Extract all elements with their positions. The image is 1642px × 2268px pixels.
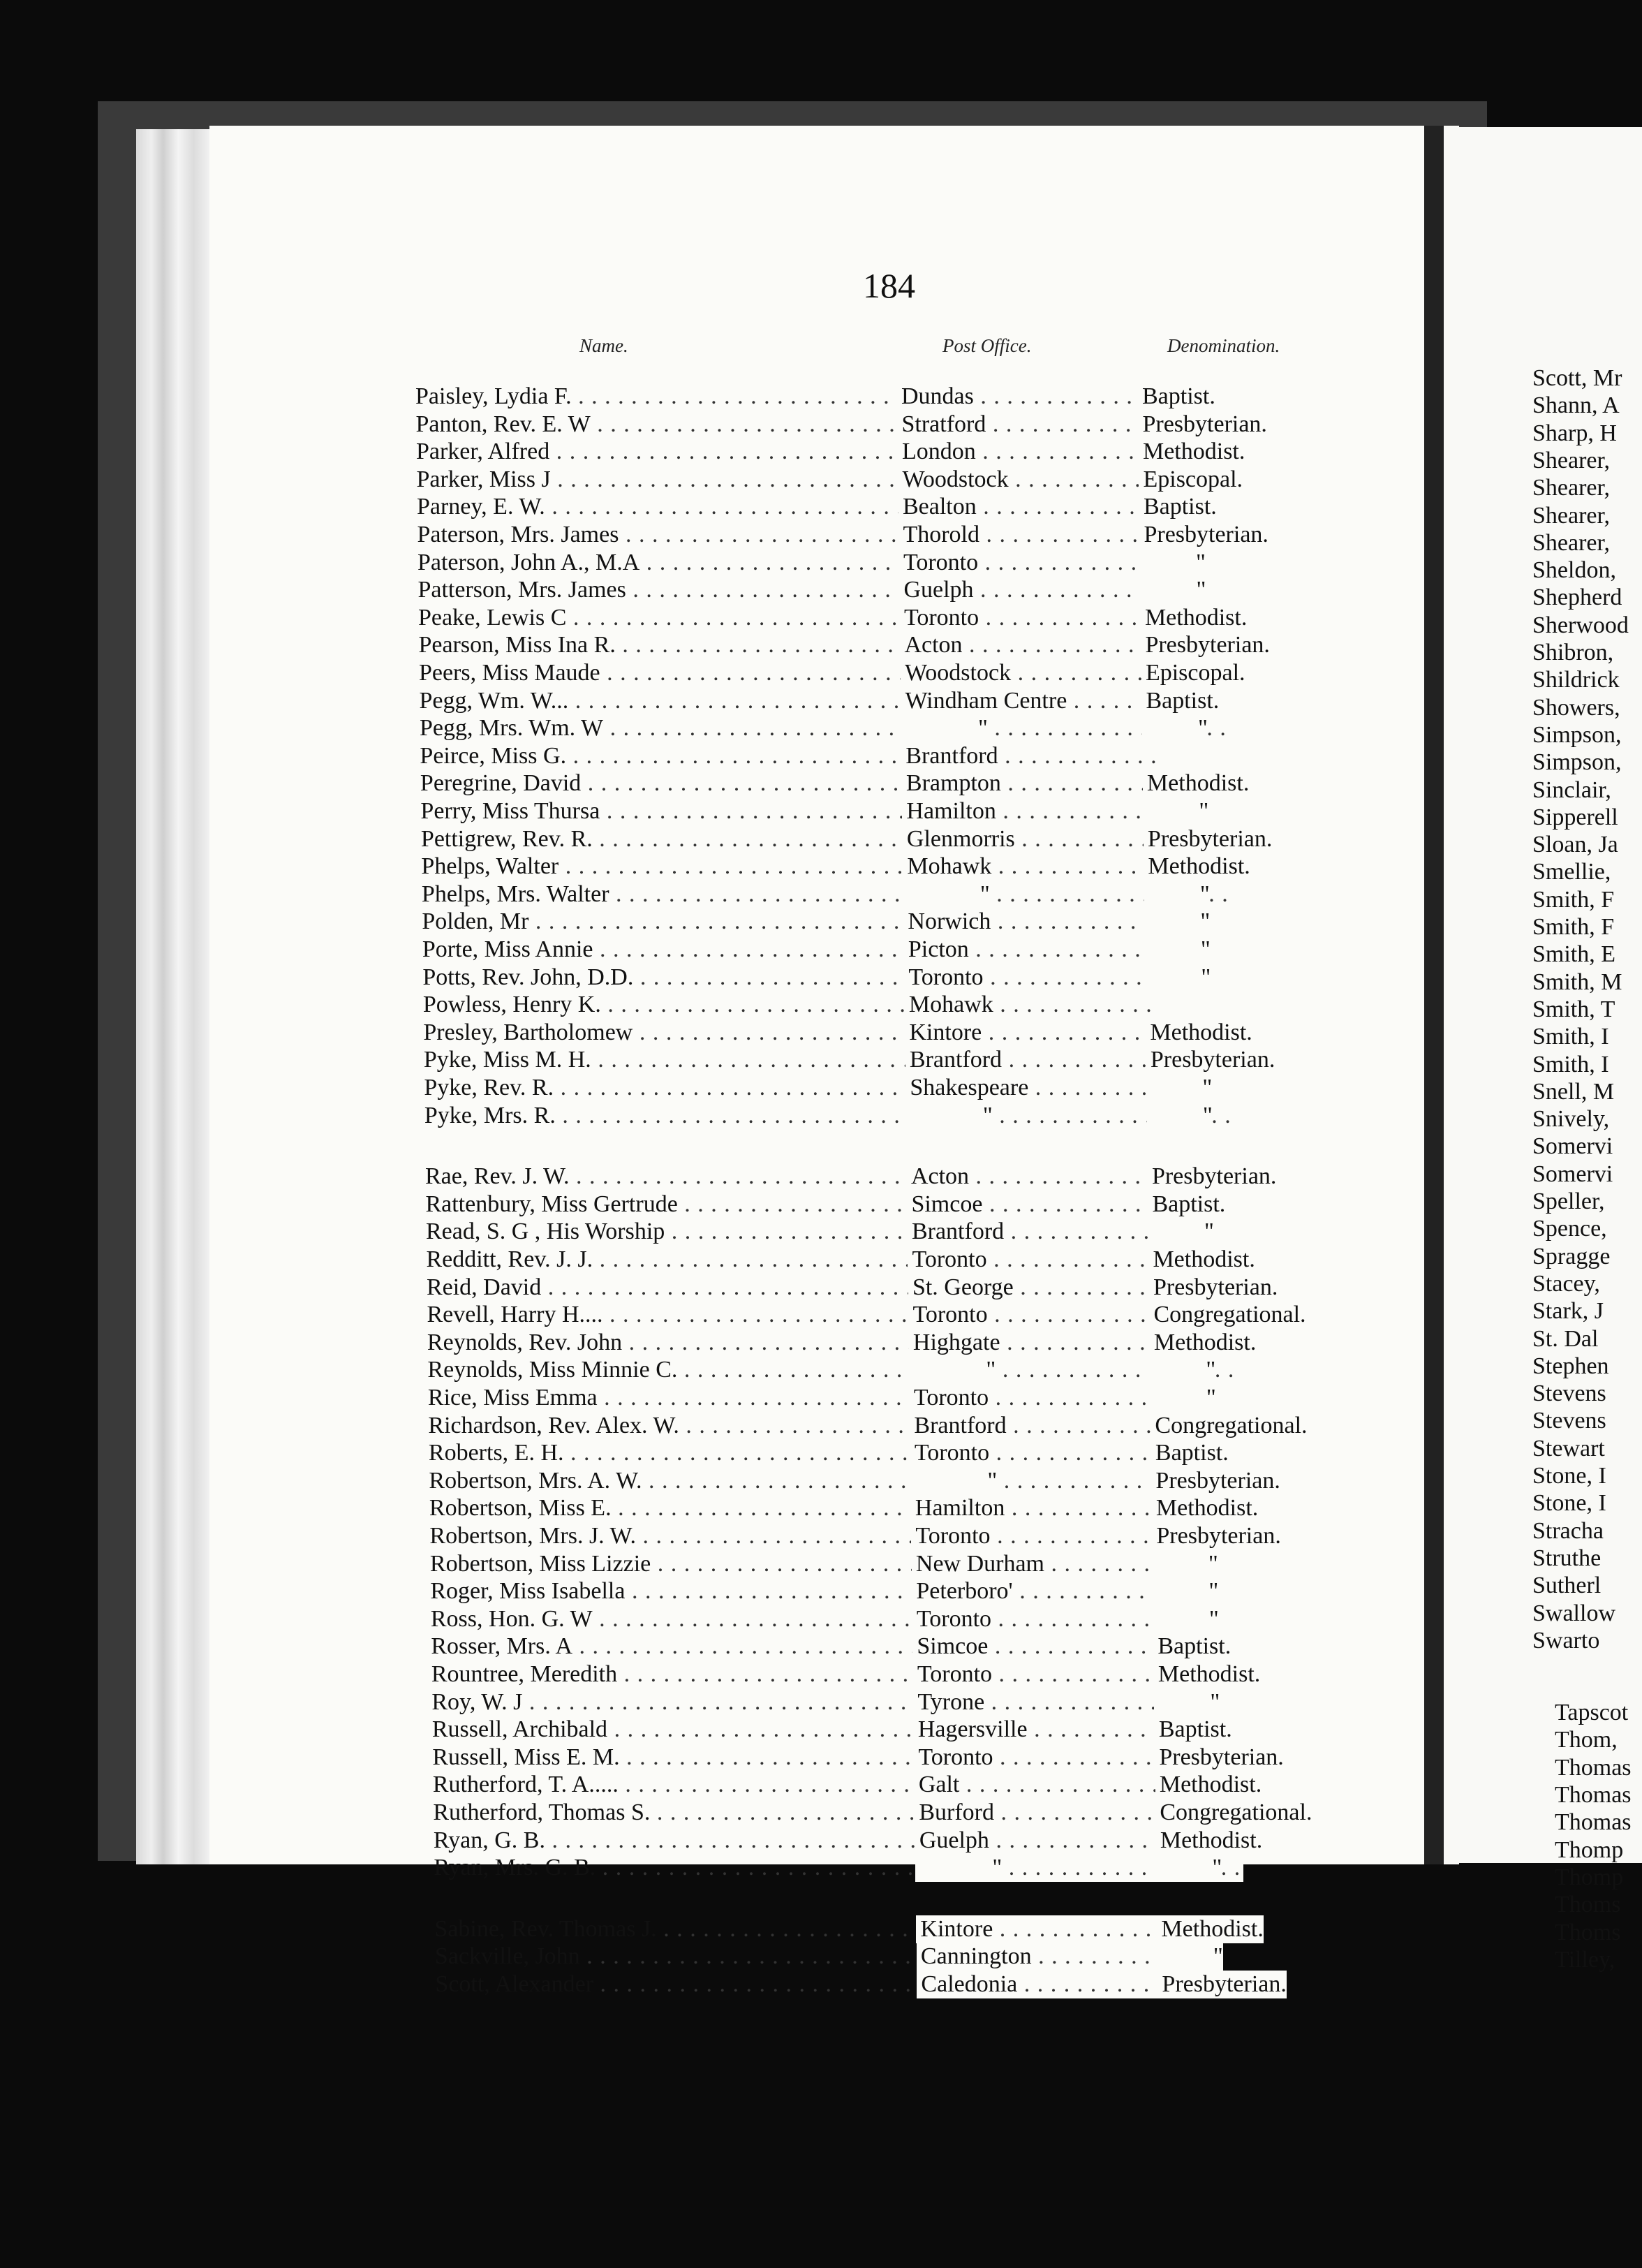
entry-name: Robertson, Mrs. A. W. . . . — [429, 1467, 931, 1495]
entry-name: Roberts, E. H. . . . — [429, 1439, 931, 1467]
entry-denomination: Baptist. — [1153, 1633, 1231, 1660]
entry-name: Peers, Miss Maude . . . — [419, 659, 922, 687]
table-row — [430, 1577, 1380, 1605]
table-row — [423, 1019, 1373, 1047]
entry-denomination: Presbyterian. — [1139, 521, 1268, 549]
entry-post-office: " . . . — [915, 1854, 1243, 1882]
right-page-name: Speller, — [1532, 1188, 1605, 1214]
entry-name: Peregrine, David . . . — [420, 770, 923, 797]
entry-denomination: " — [1140, 576, 1206, 604]
entry-denomination: " — [1150, 1356, 1215, 1384]
right-page-name: Stewart — [1532, 1435, 1605, 1461]
entry-denomination: Presbyterian. — [1157, 1971, 1286, 1998]
entry-name: Ryan, Mrs. G. B. . . . — [434, 1854, 936, 1882]
entry-name: Reid, David . . . — [427, 1274, 929, 1302]
entry-name: Rae, Rev. J. W. . . . — [425, 1163, 928, 1191]
entry-denomination: " — [1145, 936, 1211, 964]
entry-post-office: London . . . — [898, 438, 1153, 466]
entry-name: Sackville, John . . . — [435, 1943, 938, 1971]
entry-post-office: Hamilton . . . — [911, 1494, 1167, 1522]
entry-name: Pyke, Mrs. R. . . . — [424, 1102, 927, 1130]
entry-denomination: Episcopal. — [1139, 466, 1243, 494]
entry-post-office: Mohawk . . . — [905, 991, 1160, 1019]
table-row — [429, 1522, 1379, 1550]
entry-name: Phelps, Mrs. Walter . . . — [422, 881, 924, 908]
table-row — [432, 1716, 1382, 1744]
entry-post-office: Toronto . . . — [912, 1605, 1168, 1633]
table-row — [429, 1467, 1378, 1495]
entry-post-office: Shakespeare . . . — [905, 1074, 1161, 1102]
right-page-name: Thoms — [1555, 1919, 1621, 1945]
table-row — [416, 438, 1366, 466]
entry-post-office: " . . . — [901, 714, 1229, 742]
entry-post-office: Mohawk . . . — [903, 853, 1158, 881]
right-page-name: Stephen — [1532, 1353, 1609, 1379]
entry-denomination: Baptist. — [1141, 687, 1219, 715]
entry-post-office: Toronto . . . — [910, 1439, 1166, 1467]
entry-denomination: " — [1145, 964, 1211, 992]
entry-post-office: Kintore . . . — [916, 1915, 1171, 1943]
table-row — [417, 521, 1366, 549]
right-page-name: Simpson, — [1532, 721, 1622, 748]
table-row — [418, 631, 1368, 659]
column-header-post-office: Post Office. — [942, 335, 1032, 356]
entry-denomination: Methodist. — [1152, 1494, 1258, 1522]
table-row — [427, 1274, 1376, 1302]
entry-post-office: Brantford . . . — [905, 1046, 1161, 1074]
right-page-name: Sinclair, — [1532, 776, 1611, 803]
entry-post-office: Picton . . . — [904, 936, 1160, 964]
entry-post-office: Peterboro' . . . — [912, 1577, 1167, 1605]
entry-name: Rice, Miss Emma . . . — [428, 1384, 931, 1412]
right-page-name: Sloan, Ja — [1532, 832, 1618, 858]
entry-name: Russell, Miss E. M. . . . — [432, 1744, 935, 1772]
table-row — [422, 881, 1371, 908]
entry-name: Rattenbury, Miss Gertrude . . . — [425, 1191, 928, 1218]
entry-name: Paterson, John A., M.A . . . — [417, 549, 920, 577]
entry-post-office: Toronto . . . — [900, 604, 1155, 632]
table-row — [427, 1329, 1377, 1357]
table-row — [430, 1550, 1380, 1578]
entry-post-office: Woodstock . . . — [901, 659, 1156, 687]
right-page-name: Thomas — [1555, 1782, 1632, 1808]
entry-post-office: Kintore . . . — [905, 1019, 1160, 1047]
entry-name: Peake, Lewis C . . . — [418, 604, 921, 632]
entry-denomination: " — [1147, 1102, 1213, 1130]
table-row — [427, 1356, 1377, 1384]
entry-denomination: Methodist. — [1148, 1246, 1255, 1274]
table-row — [428, 1412, 1377, 1440]
right-page-name: Sipperell — [1532, 804, 1618, 830]
right-page-name: Thomas — [1555, 1809, 1632, 1836]
table-row — [415, 411, 1365, 439]
right-page-name: Sharp, H — [1532, 420, 1617, 446]
entry-post-office: Brantford . . . — [901, 742, 1157, 770]
right-page-name: Shearer, — [1532, 529, 1610, 556]
entry-post-office: Brampton . . . — [902, 770, 1157, 797]
entry-name: Pegg, Wm. W... . . . — [419, 687, 922, 715]
right-page-name: Sutherl — [1532, 1573, 1602, 1599]
entry-name: Powless, Henry K. . . . — [423, 991, 926, 1019]
entry-name: Rountree, Meredith . . . — [431, 1660, 934, 1688]
table-row — [431, 1660, 1381, 1688]
right-page-name: Stevens — [1532, 1408, 1606, 1434]
entry-denomination: Presbyterian. — [1141, 631, 1269, 659]
entry-post-office: Brantford . . . — [910, 1412, 1165, 1440]
entry-denomination: Congregational. — [1151, 1412, 1307, 1440]
entry-post-office: Norwich . . . — [903, 908, 1159, 936]
entry-post-office: Simcoe . . . — [912, 1633, 1168, 1660]
entry-name: Rutherford, Thomas S. . . . — [433, 1799, 935, 1827]
right-page-name: Thom, — [1555, 1727, 1618, 1753]
entry-post-office: St. George . . . — [908, 1274, 1164, 1302]
table-row — [428, 1384, 1377, 1412]
right-page-name: Smith, M — [1532, 969, 1622, 995]
entry-denomination: " — [1153, 1577, 1218, 1605]
entry-denomination: Presbyterian. — [1146, 1046, 1275, 1074]
entry-post-office: Stratford . . . — [897, 411, 1153, 439]
entry-post-office: New Durham . . . — [912, 1550, 1167, 1578]
entry-post-office: Toronto . . . — [910, 1384, 1165, 1412]
entry-denomination: Methodist. — [1156, 1827, 1262, 1855]
entry-denomination: Methodist. — [1144, 853, 1250, 881]
right-page-name: Sheldon, — [1532, 557, 1616, 584]
entry-denomination: " — [1143, 797, 1208, 825]
entry-post-office: Glenmorris . . . — [903, 825, 1158, 853]
table-row — [426, 1218, 1375, 1246]
entry-post-office: Dundas . . . — [897, 383, 1153, 411]
entry-denomination: Methodist. — [1150, 1329, 1256, 1357]
entry-post-office: Tyrone . . . — [913, 1688, 1169, 1716]
entry-denomination: " — [1144, 881, 1210, 908]
entry-denomination: Methodist. — [1146, 1019, 1252, 1047]
entry-name: Robertson, Miss Lizzie . . . — [430, 1550, 933, 1578]
right-page-name: Shildrick — [1532, 667, 1620, 693]
table-row — [422, 908, 1371, 936]
entry-name: Phelps, Walter . . . — [421, 853, 924, 881]
entry-name: Panton, Rev. E. W . . . — [415, 411, 918, 439]
entry-name: Robertson, Miss E. . . . — [429, 1494, 932, 1522]
right-page-name: Smith, I — [1532, 1024, 1609, 1050]
table-row — [417, 549, 1367, 577]
table-row — [423, 991, 1373, 1019]
entry-post-office: Simcoe . . . — [907, 1191, 1162, 1218]
table-row — [421, 853, 1370, 881]
entry-name: Parker, Miss J . . . — [416, 466, 919, 494]
right-page-name: Stone, I — [1532, 1463, 1606, 1489]
entry-denomination: Congregational. — [1155, 1799, 1312, 1827]
entry-denomination: " — [1151, 1384, 1216, 1412]
entry-denomination: Methodist. — [1143, 770, 1249, 797]
entry-denomination: Methodist. — [1154, 1660, 1260, 1688]
entry-post-office: Acton . . . — [900, 631, 1155, 659]
entry-denomination: Congregational. — [1149, 1301, 1306, 1329]
table-row — [429, 1494, 1379, 1522]
entry-denomination: Presbyterian. — [1151, 1467, 1280, 1495]
entry-post-office: Hagersville . . . — [914, 1716, 1169, 1744]
entry-name: Perry, Miss Thursa . . . — [420, 797, 923, 825]
entry-denomination: Presbyterian. — [1152, 1522, 1280, 1550]
right-page-name: Sherwood — [1532, 612, 1629, 638]
right-page-name: Smellie, — [1532, 859, 1611, 885]
table-row — [421, 825, 1370, 853]
right-page-name: Smith, E — [1532, 941, 1616, 968]
entry-post-office: Toronto . . . — [908, 1301, 1164, 1329]
entry-name: Pyke, Rev. R. . . . — [424, 1074, 926, 1102]
entry-name: Pegg, Mrs. Wm. W . . . — [420, 714, 922, 742]
entry-name: Pyke, Miss M. H. . . . — [424, 1046, 926, 1074]
right-page-name: Tilley, — [1555, 1946, 1615, 1973]
entry-post-office: Toronto . . . — [914, 1744, 1169, 1772]
table-row — [422, 964, 1372, 992]
entry-denomination: Baptist. — [1151, 1439, 1229, 1467]
entry-denomination: Baptist. — [1155, 1716, 1232, 1744]
entry-name: Read, S. G , His Worship . . . — [426, 1218, 929, 1246]
entry-name: Parney, E. W. . . . — [417, 493, 919, 521]
right-page-name: Swarto — [1532, 1627, 1600, 1654]
entry-name: Reynolds, Miss Minnie C. . . . — [427, 1356, 930, 1384]
entry-denomination: Methodist. — [1157, 1915, 1263, 1943]
entry-name: Paterson, Mrs. James . . . — [417, 521, 919, 549]
right-page-name: Shibron, — [1532, 640, 1614, 665]
entry-post-office: Windham Centre . . . — [901, 687, 1156, 715]
table-row — [419, 659, 1368, 687]
entry-denomination: Presbyterian. — [1155, 1744, 1283, 1772]
entry-denomination: " — [1144, 908, 1210, 936]
table-row — [425, 1163, 1375, 1191]
right-page-name: Thomp — [1555, 1864, 1624, 1890]
right-page-name: Smith, T — [1532, 996, 1615, 1022]
table-row — [435, 1943, 1384, 1971]
entry-name: Roger, Miss Isabella . . . — [430, 1577, 933, 1605]
entry-post-office: Toronto . . . — [908, 1246, 1163, 1274]
table-row — [418, 604, 1368, 632]
right-page-name: Shann, A — [1532, 392, 1620, 419]
right-page-name: Stacey, — [1532, 1270, 1600, 1297]
entry-name: Rutherford, T. A..... . . . — [433, 1771, 935, 1799]
entry-denomination: " — [1157, 1943, 1223, 1971]
right-page-name: Shepherd — [1532, 584, 1622, 611]
table-row — [415, 383, 1365, 411]
entry-post-office: Toronto . . . — [904, 964, 1160, 992]
entry-name: Robertson, Mrs. J. W. . . . — [429, 1522, 932, 1550]
entry-name: Potts, Rev. John, D.D. . . . — [422, 964, 925, 992]
entry-name: Ross, Hon. G. W . . . — [431, 1605, 933, 1633]
entry-name: Revell, Harry H.... . . . — [427, 1301, 929, 1329]
right-page-name: Showers, — [1532, 694, 1620, 721]
right-page-name: Shearer, — [1532, 475, 1610, 501]
table-row — [417, 576, 1367, 604]
right-page-name: Somervi — [1532, 1161, 1613, 1187]
table-row — [431, 1688, 1381, 1716]
entry-post-office: " . . . — [910, 1467, 1238, 1495]
table-row — [424, 1102, 1374, 1130]
right-page-name: Thomas — [1555, 1754, 1632, 1781]
right-page-name: Simpson, — [1532, 749, 1622, 776]
entry-post-office: Toronto . . . — [913, 1660, 1169, 1688]
table-row — [420, 770, 1370, 797]
entry-name: Polden, Mr . . . — [422, 908, 924, 936]
page-number: 184 — [863, 266, 915, 305]
right-page-name: St. Dal — [1532, 1325, 1599, 1352]
entry-denomination: Presbyterian. — [1144, 825, 1272, 853]
entry-denomination: Baptist. — [1139, 493, 1217, 521]
right-page-names — [1532, 0, 1642, 2268]
table-row — [435, 1971, 1384, 1998]
entry-post-office: " . . . — [903, 881, 1232, 908]
entry-post-office: Bealton . . . — [898, 493, 1154, 521]
entry-denomination: Baptist. — [1148, 1191, 1225, 1218]
entry-denomination: Methodist. — [1139, 438, 1245, 466]
entry-denomination: Presbyterian. — [1138, 411, 1266, 439]
entry-name: Roy, W. J . . . — [431, 1688, 934, 1716]
table-row — [433, 1771, 1382, 1799]
entry-post-office: Cannington . . . — [917, 1943, 1172, 1971]
entry-denomination: Presbyterian. — [1149, 1274, 1278, 1302]
table-row — [434, 1854, 1383, 1882]
right-page-name: Struthe — [1532, 1545, 1602, 1571]
entry-post-office: Toronto . . . — [911, 1522, 1167, 1550]
entry-post-office: Woodstock . . . — [898, 466, 1153, 494]
right-page-name: Smith, F — [1532, 886, 1615, 913]
right-page-name: Smith, F — [1532, 914, 1615, 940]
entry-denomination: " — [1154, 1688, 1220, 1716]
table-row — [424, 1046, 1373, 1074]
table-row — [434, 1827, 1383, 1855]
table-row — [424, 1074, 1373, 1102]
entry-name: Rosser, Mrs. A . . . — [431, 1633, 933, 1660]
right-page-name: Thomp — [1555, 1836, 1624, 1863]
entry-name: Russell, Archibald . . . — [432, 1716, 935, 1744]
entry-denomination: " — [1156, 1854, 1222, 1882]
right-page-name: Stone, I — [1532, 1490, 1606, 1517]
entry-name: Sabine, Rev. Thomas J. . . . — [434, 1915, 937, 1943]
entry-post-office: Highgate . . . — [909, 1329, 1164, 1357]
entry-denomination: Methodist. — [1141, 604, 1247, 632]
right-page-name: Smith, I — [1532, 1051, 1609, 1077]
table-row — [429, 1439, 1378, 1467]
entry-name: Parker, Alfred . . . — [416, 438, 919, 466]
entry-post-office: Guelph . . . — [899, 576, 1155, 604]
entry-denomination: " — [1142, 714, 1208, 742]
table-row — [417, 493, 1366, 521]
entry-name: Paisley, Lydia F. . . . — [415, 383, 918, 411]
entry-post-office: Hamilton . . . — [902, 797, 1157, 825]
table-row — [434, 1915, 1384, 1943]
table-row — [425, 1191, 1375, 1218]
table-row — [431, 1605, 1380, 1633]
entry-denomination: " — [1153, 1605, 1219, 1633]
entry-post-office: Thorold . . . — [898, 521, 1154, 549]
entry-post-office: Galt . . . — [915, 1771, 1170, 1799]
entry-denomination: Baptist. — [1138, 383, 1215, 411]
entry-denomination: " — [1140, 549, 1206, 577]
table-row — [420, 797, 1370, 825]
entry-name: Reynolds, Rev. John . . . — [427, 1329, 930, 1357]
table-row — [419, 687, 1368, 715]
right-page-name: Tapscot — [1555, 1700, 1629, 1726]
table-row — [416, 466, 1366, 494]
entry-name: Presley, Bartholomew . . . — [423, 1019, 926, 1047]
entry-name: Redditt, Rev. J. J. . . . — [426, 1246, 929, 1274]
entry-post-office: Guelph . . . — [915, 1827, 1171, 1855]
entry-post-office: " . . . — [906, 1102, 1234, 1130]
entry-name: Peirce, Miss G. . . . — [420, 742, 922, 770]
entry-post-office: " . . . — [909, 1356, 1237, 1384]
right-page-name: Spence, — [1532, 1216, 1607, 1242]
entry-name: Scott, Alexander . . . — [435, 1971, 938, 1998]
right-page-name: Stracha — [1532, 1517, 1604, 1544]
right-page-name: Stark, J — [1532, 1298, 1604, 1325]
entry-denomination: Presbyterian. — [1148, 1163, 1276, 1191]
right-page-name: Shearer, — [1532, 447, 1610, 473]
right-page-name: Thoms — [1555, 1892, 1621, 1918]
entry-name: Pettigrew, Rev. R. . . . — [421, 825, 924, 853]
right-page-name: Swallow — [1532, 1600, 1615, 1626]
right-page-name: Snively, — [1532, 1106, 1610, 1133]
entry-post-office: Toronto . . . — [899, 549, 1155, 577]
entry-name: Patterson, Mrs. James . . . — [417, 576, 920, 604]
column-header-denomination: Denomination. — [1167, 335, 1280, 356]
table-row — [420, 742, 1369, 770]
entry-name: Richardson, Rev. Alex. W. . . . — [428, 1412, 931, 1440]
table-row — [427, 1301, 1376, 1329]
entry-denomination: " — [1153, 1550, 1218, 1578]
right-page-name: Somervi — [1532, 1133, 1613, 1160]
table-row — [420, 714, 1369, 742]
table-row — [432, 1744, 1382, 1772]
table-row — [426, 1246, 1375, 1274]
right-page-name: Stevens — [1532, 1380, 1606, 1407]
entry-denomination: " — [1146, 1074, 1212, 1102]
entry-denomination: " — [1148, 1218, 1214, 1246]
entry-post-office: Brantford . . . — [908, 1218, 1163, 1246]
entry-name: Porte, Miss Annie . . . — [422, 936, 925, 964]
entry-post-office: Burford . . . — [915, 1799, 1170, 1827]
right-page-name: Snell, M — [1532, 1078, 1615, 1105]
entry-name: Pearson, Miss Ina R. . . . — [418, 631, 921, 659]
column-header-name: Name. — [579, 335, 628, 356]
table-row — [422, 936, 1372, 964]
table-row — [431, 1633, 1380, 1660]
right-page-name: Shearer, — [1532, 502, 1610, 529]
entry-post-office: Acton . . . — [907, 1163, 1162, 1191]
table-row — [433, 1799, 1382, 1827]
entry-name: Ryan, G. B. . . . — [434, 1827, 936, 1855]
entry-post-office: Caledonia . . . — [917, 1971, 1172, 1998]
entry-denomination: Methodist. — [1155, 1771, 1262, 1799]
entry-denomination: Episcopal. — [1141, 659, 1245, 687]
right-page-name: Spragge — [1532, 1243, 1611, 1269]
right-page-name: Scott, Mr — [1532, 365, 1622, 391]
